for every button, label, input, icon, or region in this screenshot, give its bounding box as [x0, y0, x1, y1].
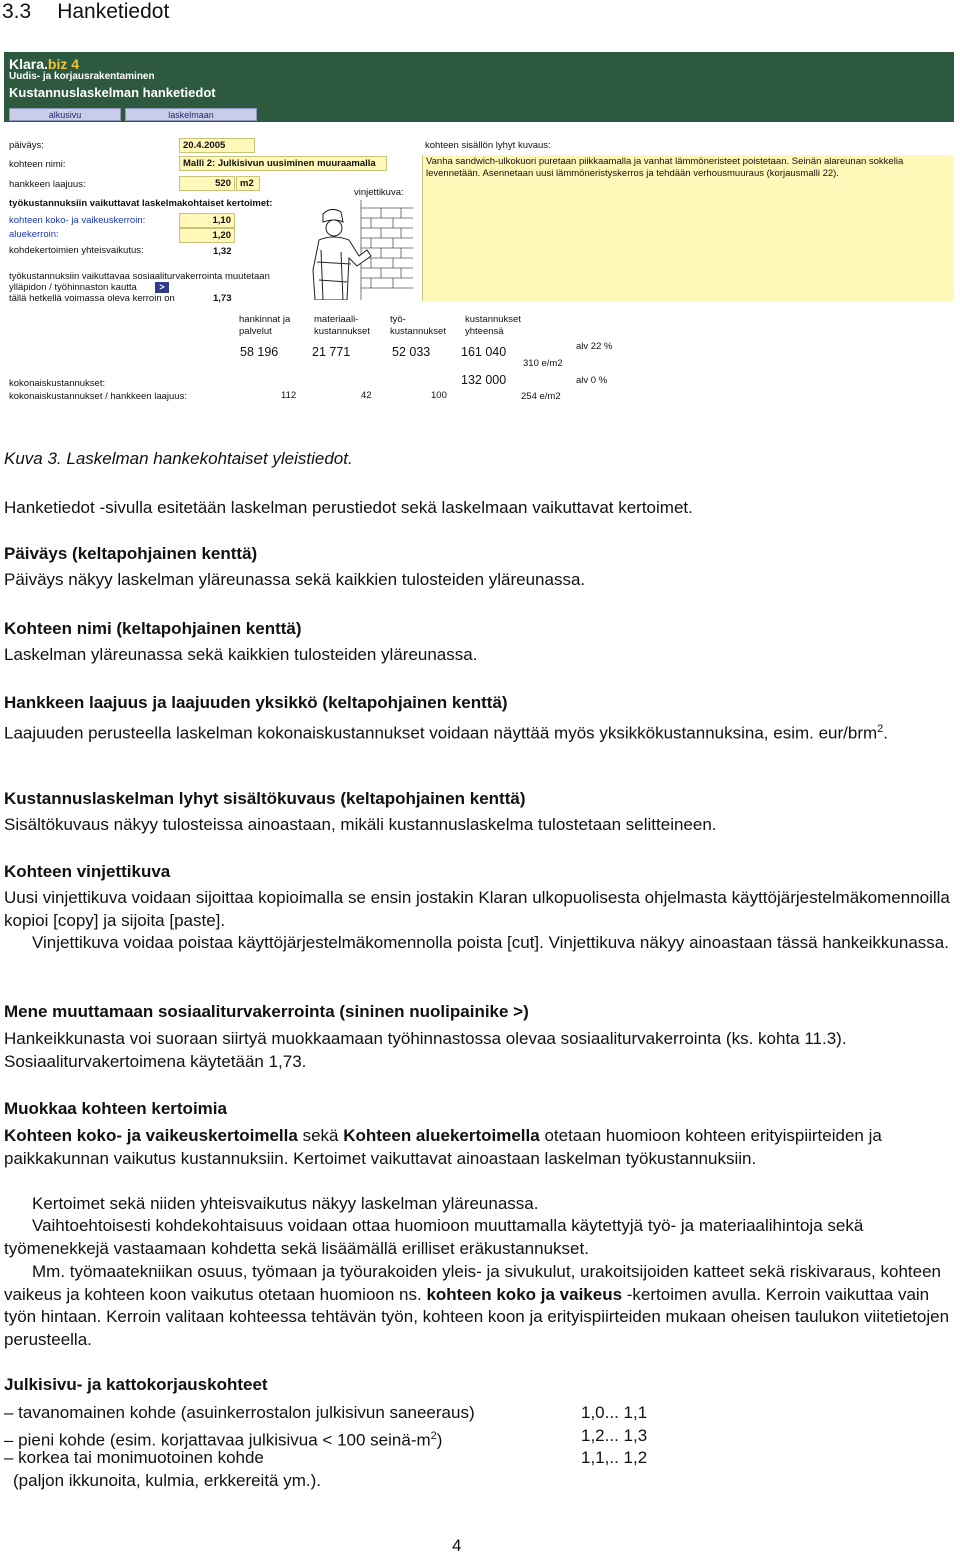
section-number: 3.3: [2, 0, 32, 23]
heading-factors: Muokkaa kohteen kertoimia: [4, 1099, 227, 1118]
paragraph-description: Sisältökuvaus näkyy tulosteissa ainoastaan, mikäli kustannuslaskelma tulostetaan selitteineen.: [4, 815, 717, 834]
col-header-labour: työ- kustannukset: [390, 314, 446, 337]
col-header-materials: materiaali- kustannukset: [314, 314, 370, 337]
social-factor-text-3: tällä hetkellä voimassa oleva kerroin on: [9, 293, 175, 304]
list-item: – tavanomainen kohde (asuinkerrostalon julkisivun saneeraus) 1,0... 1,1: [4, 1403, 648, 1422]
nav-alkusivu-button[interactable]: alkusivu: [9, 108, 121, 121]
cost-purchases: 58 196: [240, 345, 279, 359]
heading-extent: Hankkeen laajuus ja laajuuden yksikkö (keltapohjainen kenttä): [4, 693, 508, 712]
section-heading: [2, 0, 169, 24]
paragraph-factors-3: Vaihtoehtoisesti kohdekohtaisuus voidaan ottaa huomioon muuttamalla käytettyjä työ- ja materiaalihintoja sekä työmenekkejä vastaamaan kohdetta sekä lisäämällä erilliset eräkustannukset.: [4, 1216, 864, 1258]
name-label: kohteen nimi:: [9, 159, 66, 170]
heading-description: Kustannuslaskelman lyhyt sisältökuvaus (keltapohjainen kenttä): [4, 789, 526, 808]
total-costs-label: kokonaiskustannukset:: [9, 378, 106, 389]
ratio-materials: 42: [361, 390, 372, 401]
list-note: (paljon ikkunoita, kulmia, erkkereitä ym.).: [13, 1470, 322, 1490]
cost-materials: 21 771: [312, 345, 351, 359]
date-field[interactable]: 20.4.2005: [179, 138, 255, 153]
vat-22-label: alv 22 %: [576, 341, 613, 352]
figure-caption: Kuva 3. Laskelman hankekohtaiset yleistiedot.: [4, 449, 353, 468]
app-header: [4, 52, 954, 122]
extent-field[interactable]: 520: [179, 176, 235, 191]
paragraph-vignette-2: Vinjettikuva voidaa poistaa käyttöjärjestelmäkomennolla poista [cut]. Vinjettikuva näkyy ainoastaan tässä hankeikkunassa.: [32, 933, 949, 952]
col-header-purchases: hankinnat ja palvelut: [239, 314, 291, 337]
app-screenshot: [4, 52, 954, 408]
section-title: Hanketiedot: [57, 0, 170, 23]
vignette-image[interactable]: [301, 200, 413, 300]
paragraph-vignette-1: Uusi vinjettikuva voidaan sijoittaa kopioimalla se ensin jostakin Klaran ulkopuolisesta ohjelmasta käyttöjärjestelmäkomennoilla kopioi [copy] ja sijoita [paste].: [4, 888, 950, 930]
description-field[interactable]: Vanha sandwich-ulkokuori puretaan piikkaamalla ja vanhat lämmöneristeet poistetaan. Seinän alareunan sokkelia levennetään. Asennetaan uusi lämmöneristyskerros ja tehdään verhousmuuraus (korjausmalli 22).: [422, 155, 954, 301]
ratio-total: 254 e/m2: [521, 391, 561, 402]
paragraph-factors-2: Kertoimet sekä niiden yhteisvaikutus näkyy laskelman yläreunassa.: [32, 1194, 539, 1213]
heading-vignette: Kohteen vinjettikuva: [4, 862, 171, 881]
paragraph-extent: Laajuuden perusteella laskelman kokonaiskustannukset voidaan näyttää myös yksikkökustannuksina, esim. eur/brm$^2$.: [4, 723, 889, 743]
social-factor-value: 1,73: [213, 293, 232, 304]
list-item: – korkea tai monimuotoinen kohde 1,1,.. 1,2: [4, 1448, 648, 1467]
combined-factor-value: 1,32: [213, 246, 232, 257]
social-factor-text-2: ylläpidon / työhinnaston kautta: [9, 282, 137, 293]
heading-date: Päiväys (keltapohjainen kenttä): [4, 544, 258, 563]
size-factor-field[interactable]: 1,10: [179, 213, 235, 228]
heading-facade: Julkisivu- ja kattokorjauskohteet: [4, 1375, 268, 1394]
paragraph-date: Päiväys näkyy laskelman yläreunassa sekä kaikkien tulosteiden yläreunassa.: [4, 570, 586, 589]
combined-factor-label: kohdekertoimien yhteisvaikutus:: [9, 245, 144, 256]
extent-label: hankkeen laajuus:: [9, 179, 86, 190]
size-factor-label: kohteen koko- ja vaikeuskerroin:: [9, 215, 146, 226]
brand-name: Klara.: [9, 56, 48, 72]
factors-heading: työkustannuksiin vaikuttavat laskelmakohtaiset kertoimet:: [9, 198, 273, 209]
cost-total: 161 040: [461, 345, 507, 359]
heading-social-factor: Mene muuttamaan sosiaaliturvakerrointa (sininen nuolipainike >): [4, 1002, 529, 1021]
vignette-label: vinjettikuva:: [354, 187, 404, 198]
area-factor-label: aluekerroin:: [9, 229, 59, 240]
paragraph-factors-1: Kohteen koko- ja vaikeuskertoimella sekä Kohteen aluekertoimella otetaan huomioon kohteen erityispiirteiden ja paikkakunnan vaikutus kustannuksiin. Kertoimet vaikuttavat ainoastaan laskelman työkustannuksiin.: [4, 1126, 882, 1168]
app-subtitle: Uudis- ja korjausrakentaminen: [9, 71, 155, 82]
paragraph-name: Laskelman yläreunassa sekä kaikkien tulosteiden yläreunassa.: [4, 645, 478, 664]
page-number: 4: [452, 1536, 462, 1555]
total-costs-value: 132 000: [461, 373, 507, 387]
facade-factor-list: [4, 1402, 648, 1492]
intro-paragraph: Hanketiedot -sivulla esitetään laskelman perustiedot sekä laskelmaan vaikuttavat kertoimet.: [4, 498, 693, 517]
brand-logo: [9, 56, 79, 72]
list-item: – pieni kohde (esim. korjattavaa julkisivua < 100 seinä-$m^2$) 1,2... 1,3: [4, 1425, 648, 1450]
paragraph-social-factor: Hankeikkunasta voi suoraan siirtyä muokkaamaan työhinnastossa olevaa sosiaaliturvakerrointa (ks. kohta 11.3). Sosiaaliturvakertoimena käytetään 1,73.: [4, 1029, 847, 1071]
nav-laskelmaan-button[interactable]: laskelmaan: [125, 108, 257, 121]
date-label: päiväys:: [9, 140, 44, 151]
description-label: kohteen sisällön lyhyt kuvaus:: [425, 140, 551, 151]
vat-0-label: alv 0 %: [576, 375, 608, 386]
social-factor-arrow-button[interactable]: >: [155, 282, 169, 293]
ratio-label: kokonaiskustannukset / hankkeen laajuus:: [9, 391, 187, 402]
social-factor-text-1: työkustannuksiin vaikuttavaa sosiaaliturvakerrointa muutetaan: [9, 271, 270, 282]
heading-name: Kohteen nimi (keltapohjainen kenttä): [4, 619, 302, 638]
cost-per-m2-vat: 310 e/m2: [523, 358, 563, 369]
col-header-total: kustannukset yhteensä: [465, 314, 521, 337]
paragraph-factors-4: Mm. työmaatekniikan osuus, työmaan ja työurakoiden yleis- ja sivukulut, urakoitsijoiden katteet sekä riskivaraus, kohteen vaikeus ja kohteen koon vaikutus otetaan huomioon ns. kohteen koko ja vaikeus -kertoimen avulla. Kerroin vaikuttaa vain työn hintaan. Kerroin valitaan kohteessa tehtävän työn, kohteen koon ja erityispiirteiden mukaan oheisen taulukon viitetietojen perusteella.: [4, 1262, 950, 1349]
ratio-labour: 100: [431, 390, 447, 401]
ratio-purchases: 112: [281, 390, 297, 401]
project-name-field[interactable]: Malli 2: Julkisivun uusiminen muuraamalla: [179, 156, 387, 171]
extent-unit-field[interactable]: m2: [236, 176, 260, 191]
area-factor-field[interactable]: 1,20: [179, 228, 235, 243]
app-title: Kustannuslaskelman hanketiedot: [9, 85, 216, 100]
cost-labour: 52 033: [392, 345, 431, 359]
brand-version: biz 4: [47, 56, 80, 72]
